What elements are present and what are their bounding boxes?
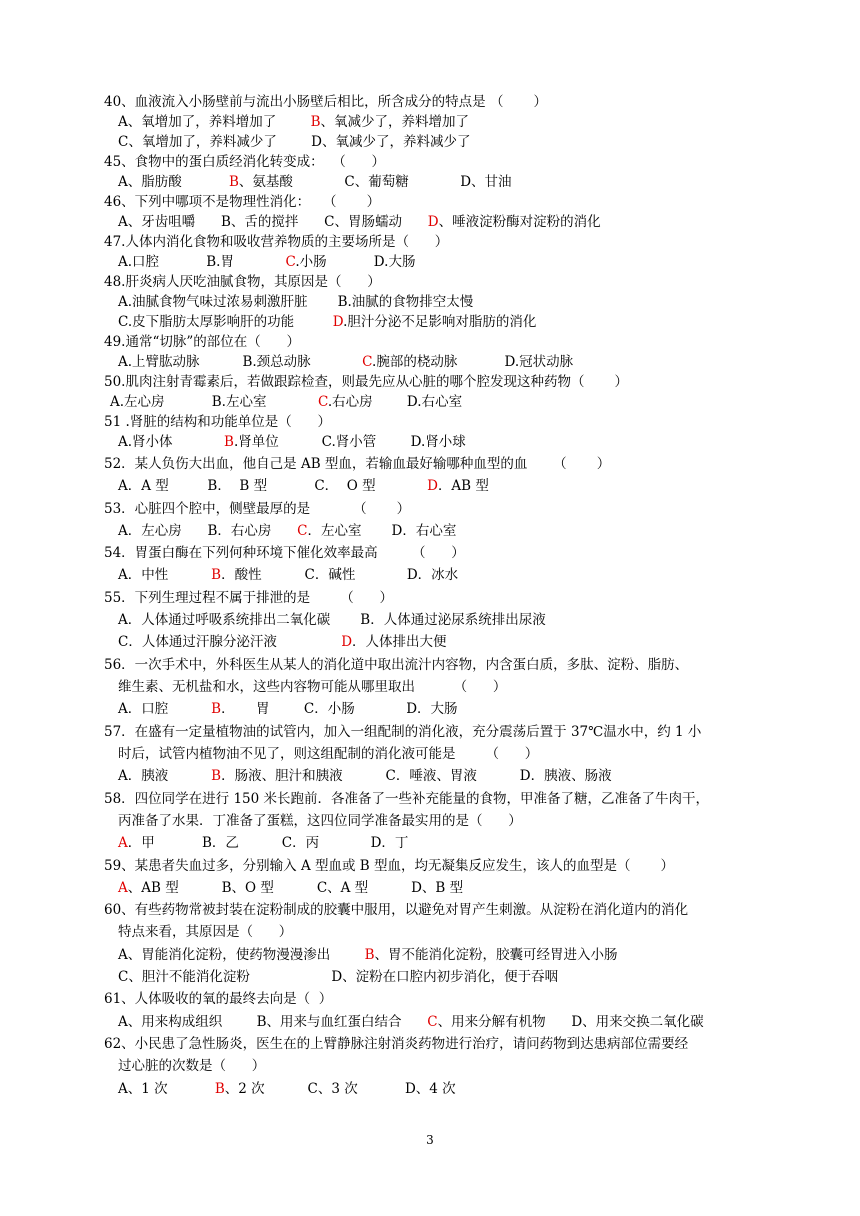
line-text: 、胃不能消化淀粉，胶囊可经胃进入小肠: [374, 947, 618, 963]
text-line: [118, 834, 408, 852]
line-text: 54．胃蛋白酶在下列何种环境下催化效率最高 （ ）: [104, 545, 465, 561]
text-line: [118, 113, 469, 131]
text-line: [118, 213, 601, 231]
line-text: 49.通常“切脉”的部位在（ ）: [104, 334, 301, 350]
line-text: 46、下列中哪项不是物理性消化： （ ）: [104, 194, 381, 210]
text-line: [118, 133, 470, 151]
line-text: 53．心脏四个腔中，侧壁最厚的是 （ ）: [104, 501, 411, 517]
text-line: [104, 373, 628, 391]
text-line: [118, 879, 463, 897]
page-number: 3: [426, 1133, 434, 1147]
line-text: 、唾液淀粉酶对淀粉的消化: [438, 214, 601, 230]
text-line: [104, 790, 709, 808]
line-text: 时后，试管内植物油不见了，则这组配制的消化液可能是 （ ）: [118, 746, 539, 762]
answer-letter: C: [317, 394, 328, 410]
line-text: 48.肝炎病人厌吃油腻食物，其原因是（ ）: [104, 274, 381, 290]
line-text: A、胃能消化淀粉，使药物漫漫渗出: [118, 947, 365, 963]
answer-letter: B: [211, 768, 222, 784]
line-text: A．左心房 B．右心房: [118, 523, 298, 539]
line-text: A、1 次: [118, 1081, 215, 1097]
text-line: [110, 393, 462, 411]
answer-letter: B: [310, 114, 321, 130]
text-line: [118, 433, 466, 451]
answer-letter: D: [332, 314, 344, 330]
answer-letter: D: [427, 214, 439, 230]
line-text: .右心房 D.右心室: [327, 394, 463, 410]
answer-letter: D: [427, 478, 438, 494]
text-line: [104, 723, 701, 741]
line-text: ．AB 型: [437, 478, 489, 494]
line-text: 58．四位同学在进行 150 米长跑前．各准备了一些补充能量的食物，甲准备了糖，乙准备了牛肉干，: [104, 791, 710, 807]
line-text: 62、小民患了急性肠炎，医生在的上臂静脉注射消炎药物进行治疗，请问药物到达患病部位需要经: [104, 1036, 689, 1052]
text-line: [104, 273, 381, 291]
line-text: ．甲 B．乙 C．丙 D．丁: [127, 835, 409, 851]
line-text: 57．在盛有一定量植物油的试管内，加入一组配制的消化液，充分震荡后置于 37℃温水中，约 1 小: [104, 724, 702, 740]
text-line: [118, 353, 573, 371]
line-text: A．人体通过呼吸系统排出二氧化碳 B．人体通过泌尿系统排出尿液: [118, 612, 546, 628]
line-text: A．口腔: [118, 701, 212, 717]
text-line: [118, 745, 538, 763]
text-line: [118, 1080, 456, 1098]
text-line: [118, 767, 612, 785]
line-text: A.上臂肱动脉 B.颈总动脉: [118, 354, 363, 370]
text-line: [104, 413, 331, 431]
answer-letter: B: [228, 174, 239, 190]
line-text: A.口腔 B.胃: [118, 254, 286, 270]
line-text: 50.肌肉注射青霉素后，若做跟踪检查，则最先应从心脏的哪个腔发现这种药物（ ）: [104, 374, 629, 390]
text-line: [104, 544, 465, 562]
line-text: C、胆汁不能消化淀粉 D、淀粉在口腔内初步消化，便于吞咽: [118, 969, 559, 985]
text-line: [118, 968, 558, 986]
line-text: A．胰液: [118, 768, 212, 784]
line-text: A、脂肪酸: [118, 174, 229, 190]
line-text: 40、血液流入小肠壁前与流出小肠壁后相比，所含成分的特点是 （ ）: [104, 94, 548, 110]
line-text: C.皮下脂肪太厚影响肝的功能: [118, 314, 333, 330]
text-line: [118, 173, 512, 191]
line-text: ．人体排出大便: [352, 634, 447, 650]
line-text: ． 胃 C．小肠 D．大肠: [221, 701, 458, 717]
line-text: .小肠 D.大肠: [295, 254, 416, 270]
line-text: ．酸性 C．碱性 D．冰水: [221, 567, 459, 583]
answer-letter: A: [118, 835, 128, 851]
text-line: [104, 990, 332, 1008]
answer-letter: C: [297, 523, 308, 539]
line-text: A．A 型 B． B 型 C． O 型: [118, 478, 428, 494]
text-line: [118, 611, 546, 629]
text-line: [118, 633, 447, 651]
line-text: 60、有些药物常被封装在淀粉制成的胶囊中服用，以避免对胃产生刺激。从淀粉在消化道内的消化: [104, 902, 689, 918]
answer-letter: C: [362, 354, 373, 370]
answer-letter: B: [211, 701, 222, 717]
text-line: [118, 812, 522, 830]
text-line: [118, 253, 415, 271]
text-line: [104, 500, 410, 518]
text-line: [118, 477, 489, 495]
line-text: 55．下列生理过程不属于排泄的是 （ ）: [104, 590, 393, 606]
text-line: [118, 293, 473, 311]
line-text: 52．某人负伤大出血，他自己是 AB 型血，若输血最好输哪种血型的血 （ ）: [104, 456, 611, 472]
answer-letter: D: [341, 634, 353, 650]
text-line: [104, 901, 688, 919]
answer-letter: B: [211, 567, 222, 583]
line-text: A.油腻食物气味过浓易刺激肝脏 B.油腻的食物排空太慢: [118, 294, 474, 310]
text-line: [104, 93, 547, 111]
line-text: .胆汁分泌不足影响对脂肪的消化: [343, 314, 537, 330]
text-line: [104, 455, 610, 473]
line-text: 过心脏的次数是（ ）: [118, 1058, 266, 1074]
text-line: [118, 566, 458, 584]
text-line: [104, 589, 393, 607]
text-line: [104, 153, 385, 171]
line-text: .腕部的桡动脉 D.冠状动脉: [372, 354, 574, 370]
line-text: 、氧减少了，养料增加了: [320, 114, 470, 130]
text-line: [104, 656, 688, 674]
line-text: 维生素、无机盐和水，这些内容物可能从哪里取出 （ ）: [118, 679, 507, 695]
answer-letter: B: [214, 1081, 225, 1097]
text-line: [104, 333, 300, 351]
line-text: ．肠液、胆汁和胰液 C．唾液、胃液 D．胰液、肠液: [221, 768, 612, 784]
line-text: A、牙齿咀嚼 B、舌的搅拌 C、胃肠蠕动: [118, 214, 428, 230]
line-text: 47.人体内消化食物和吸收营养物质的主要场所是（ ）: [104, 234, 449, 250]
line-text: 45、食物中的蛋白质经消化转变成： （ ）: [104, 154, 386, 170]
text-line: [118, 923, 292, 941]
text-line: [118, 700, 458, 718]
line-text: A、用来构成组织 B、用来与血红蛋白结合: [118, 1014, 428, 1030]
answer-letter: C: [427, 1014, 438, 1030]
line-text: ．左心室 D．右心室: [307, 523, 457, 539]
line-text: .肾单位 C.肾小管 D.肾小球: [233, 434, 466, 450]
text-line: [118, 1013, 704, 1031]
text-line: [104, 857, 674, 875]
text-line: [104, 1035, 688, 1053]
line-text: 59、某患者失血过多，分别输入 A 型血或 B 型血，均无凝集反应发生，该人的血型是（ ）: [104, 858, 675, 874]
line-text: A．中性: [118, 567, 212, 583]
text-line: [118, 678, 506, 696]
line-text: 、AB 型 B、O 型 C、A 型 D、B 型: [127, 880, 464, 896]
answer-letter: B: [364, 947, 375, 963]
text-line: [118, 946, 618, 964]
text-line: [118, 1057, 265, 1075]
line-text: 特点来看，其原因是（ ）: [118, 924, 293, 940]
line-text: C、氧增加了，养料减少了 D、氧减少了，养料减少了: [118, 134, 471, 150]
answer-letter: C: [285, 254, 296, 270]
line-text: A.肾小体: [118, 434, 225, 450]
line-text: C．人体通过汗腺分泌汗液: [118, 634, 342, 650]
line-text: 丙准备了水果．丁准备了蛋糕，这四位同学准备最实用的是（ ）: [118, 813, 522, 829]
line-text: A、氧增加了，养料增加了: [118, 114, 311, 130]
text-line: [118, 313, 536, 331]
line-text: 、用来分解有机物 D、用来交换二氧化碳: [437, 1014, 704, 1030]
line-text: 、2 次 C、3 次 D、4 次: [224, 1081, 456, 1097]
text-line: [104, 193, 380, 211]
answer-letter: A: [118, 880, 128, 896]
line-text: 、氨基酸 C、葡萄糖 D、甘油: [238, 174, 512, 190]
text-line: [118, 522, 456, 540]
line-text: 61、人体吸收的氧的最终去向是（ ）: [104, 991, 333, 1007]
text-line: [104, 233, 448, 251]
line-text: 56．一次手术中，外科医生从某人的消化道中取出流汁内容物，内含蛋白质，多肽、淀粉、脂肪、: [104, 657, 689, 673]
line-text: A.左心房 B.左心室: [110, 394, 318, 410]
line-text: 51 .肾脏的结构和功能单位是（ ）: [104, 414, 332, 430]
answer-letter: B: [224, 434, 234, 450]
